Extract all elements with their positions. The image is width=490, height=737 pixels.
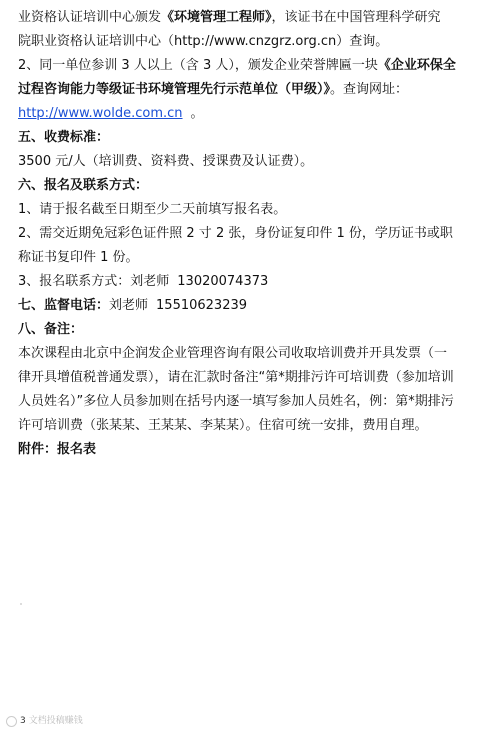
sec8-line-1: 本次课程由北京中企润发企业管理咨询有限公司收取培训费并开具发票（一 xyxy=(18,346,448,361)
sec4-line-2: 院职业资格认证培训中心（http://www.cnzgrz.org.cn）查询。 xyxy=(18,34,389,49)
sec6-line-2: 2、需交近期免冠彩色证件照 2 寸 2 张，身份证复印件 1 份，学历证书或职 xyxy=(18,226,453,241)
page-footer xyxy=(6,715,83,727)
sec8-line-2: 律开具增值税普通发票），请在汇款时备注“第*期排污许可培训费（参加培训 xyxy=(18,370,454,385)
sec5-line-1: 3500 元/人（培训费、资料费、授课费及认证费）。 xyxy=(18,154,314,169)
sec5-title: 五、收费标准： xyxy=(18,130,110,145)
sec6-line-1: 1、请于报名截至日期至少二天前填写报名表。 xyxy=(18,202,287,217)
page-number: 3 xyxy=(20,716,26,726)
document-body xyxy=(18,6,480,462)
sec6-title: 六、报名及联系方式： xyxy=(18,178,149,193)
watermark-text: 文档投稿赚钱 xyxy=(28,716,83,726)
wolde-link[interactable]: http://www.wolde.com.cn xyxy=(18,106,183,121)
watermark-logo-icon xyxy=(6,716,17,727)
sec7-line: 七、监督电话：刘老师 15510623239 xyxy=(18,298,248,313)
stray-dot xyxy=(20,603,22,605)
sec8-line-3: 人员姓名）”多位人员参加则在括号内逐一填写参加人员姓名，例：第*期排污 xyxy=(18,394,454,409)
sec4-line-1: 业资格认证培训中心颁发《环境管理工程师》，该证书在中国管理科学研究 xyxy=(18,10,441,25)
sec6-line-3: 称证书复印件 1 份。 xyxy=(18,250,139,265)
attachment-label: 附件：报名表 xyxy=(18,442,97,457)
sec4-line-3: 2、同一单位参训 3 人以上（含 3 人），颁发企业荣誉牌匾一块《企业环保全 xyxy=(18,58,456,73)
sec6-line-4: 3、报名联系方式：刘老师 13020074373 xyxy=(18,274,269,289)
sec8-title: 八、备注： xyxy=(18,322,84,337)
sec4-line-5: http://www.wolde.com.cn 。 xyxy=(18,106,204,121)
sec8-line-4: 许可培训费（张某某、王某某、李某某）。住宿可统一安排，费用自理。 xyxy=(18,418,428,433)
sec4-line-4: 过程咨询能力等级证书环境管理先行示范单位（甲级）》。查询网址： xyxy=(18,82,409,97)
